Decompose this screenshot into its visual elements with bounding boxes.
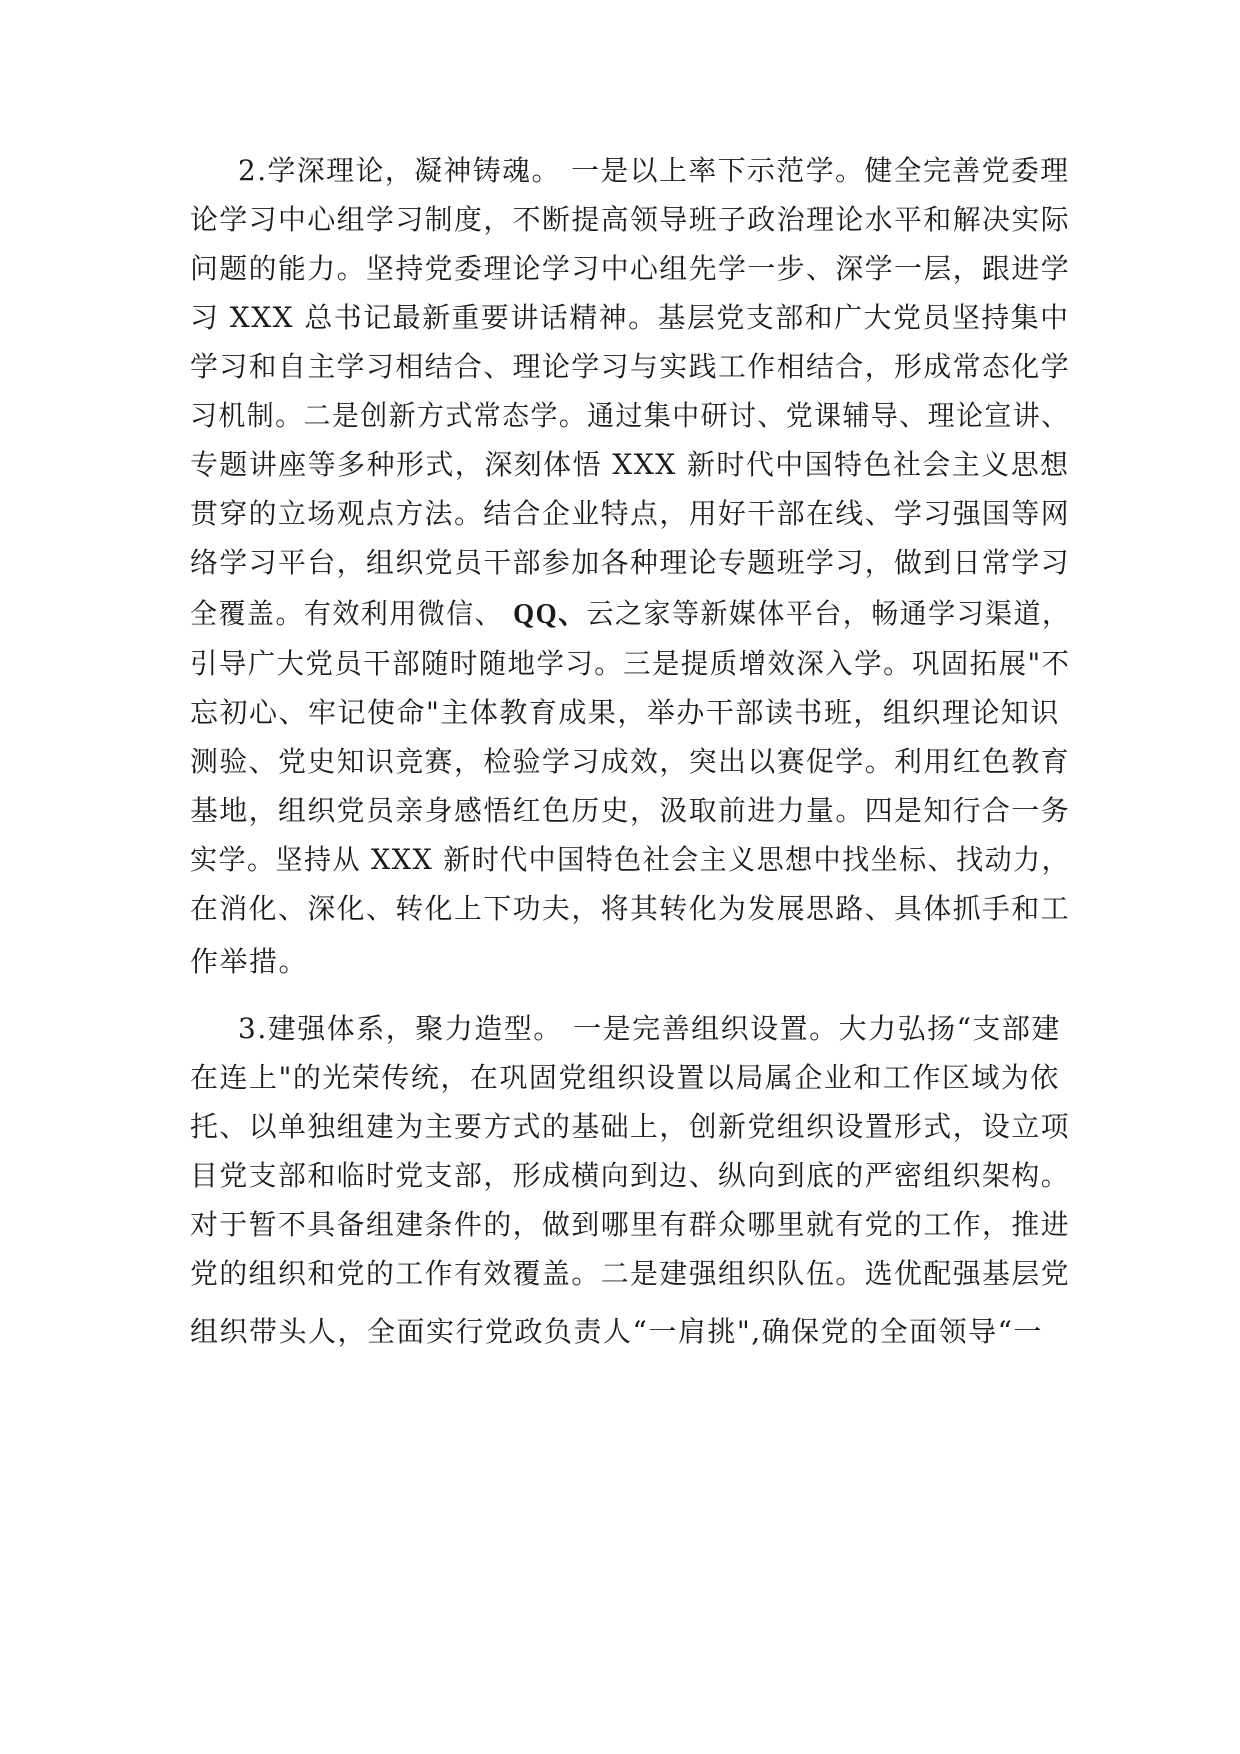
- paragraph-line: 2.学深理论，凝神铸魂。 一是以上率下示范学。健全完善党委理: [238, 154, 1070, 187]
- paragraph-line: 习机制。二是创新方式常态学。通过集中研讨、党课辅导、理论宣讲、: [190, 399, 1070, 432]
- bold-qq-text: QQ、: [513, 599, 587, 630]
- line-text: 全覆盖。有效利用微信、: [190, 597, 514, 630]
- paragraph-line: 在消化、深化、转化上下功夫，将其转化为发展思路、具体抓手和工: [190, 892, 1071, 925]
- paragraph-line: 组织带头人，全面实行党政负责人“一肩挑",确保党的全面领导“一: [190, 1315, 1043, 1348]
- paragraph-line: 3.建强体系，聚力造型。 一是完善组织设置。大力弘扬“支部建: [238, 1012, 1061, 1045]
- paragraph-line: 络学习平台，组织党员干部参加各种理论专题班学习，做到日常学习: [190, 546, 1071, 579]
- paragraph-line: 习 XXX 总书记最新重要讲话精神。基层党支部和广大党员坚持集中: [190, 301, 1070, 334]
- paragraph-line: 对于暂不具备组建条件的，做到哪里有群众哪里就有党的工作，推进: [190, 1208, 1071, 1241]
- paragraph-line: 目党支部和临时党支部，形成横向到边、纵向到底的严密组织架构。: [190, 1159, 1071, 1192]
- paragraph-line: 问题的能力。坚持党委理论学习中心组先学一步、深学一层，跟进学: [190, 252, 1071, 285]
- paragraph-line: 党的组织和党的工作有效覆盖。二是建强组织队伍。选优配强基层党: [190, 1257, 1071, 1290]
- paragraph-line: 引导广大党员干部随时随地学习。三是提质增效深入学。巩固拓展"不: [190, 647, 1071, 680]
- line-text: 云之家等新媒体平台，畅通学习渠道，: [586, 597, 1071, 630]
- paragraph-line: 在连上"的光荣传统，在巩固党组织设置以局属企业和工作区域为依: [190, 1061, 1060, 1094]
- paragraph-line: 专题讲座等多种形式，深刻体悟 XXX 新时代中国特色社会主义思想: [190, 448, 1070, 481]
- paragraph-line: 作举措。: [190, 945, 309, 978]
- paragraph-line: 实学。坚持从 XXX 新时代中国特色社会主义思想中找坐标、找动力，: [190, 843, 1071, 876]
- paragraph-line: 托、以单独组建为主要方式的基础上，创新党组织设置形式，设立项: [190, 1110, 1071, 1143]
- paragraph-line: 学习和自主学习相结合、理论学习与实践工作相结合，形成常态化学: [190, 350, 1071, 383]
- paragraph-line: [190, 594, 1070, 634]
- paragraph-line: 测验、党史知识竞赛，检验学习成效，突出以赛促学。利用红色教育: [190, 745, 1071, 778]
- paragraph-line: 贯穿的立场观点方法。结合企业特点，用好干部在线、学习强国等网: [190, 497, 1071, 530]
- paragraph-line: 忘初心、牢记使命"主体教育成果，举办干部读书班，组织理论知识: [190, 696, 1060, 729]
- paragraph-line: 基地，组织党员亲身感悟红色历史，汲取前进力量。四是知行合一务: [190, 794, 1071, 827]
- paragraph-line: 论学习中心组学习制度，不断提高领导班子政治理论水平和解决实际: [190, 203, 1071, 236]
